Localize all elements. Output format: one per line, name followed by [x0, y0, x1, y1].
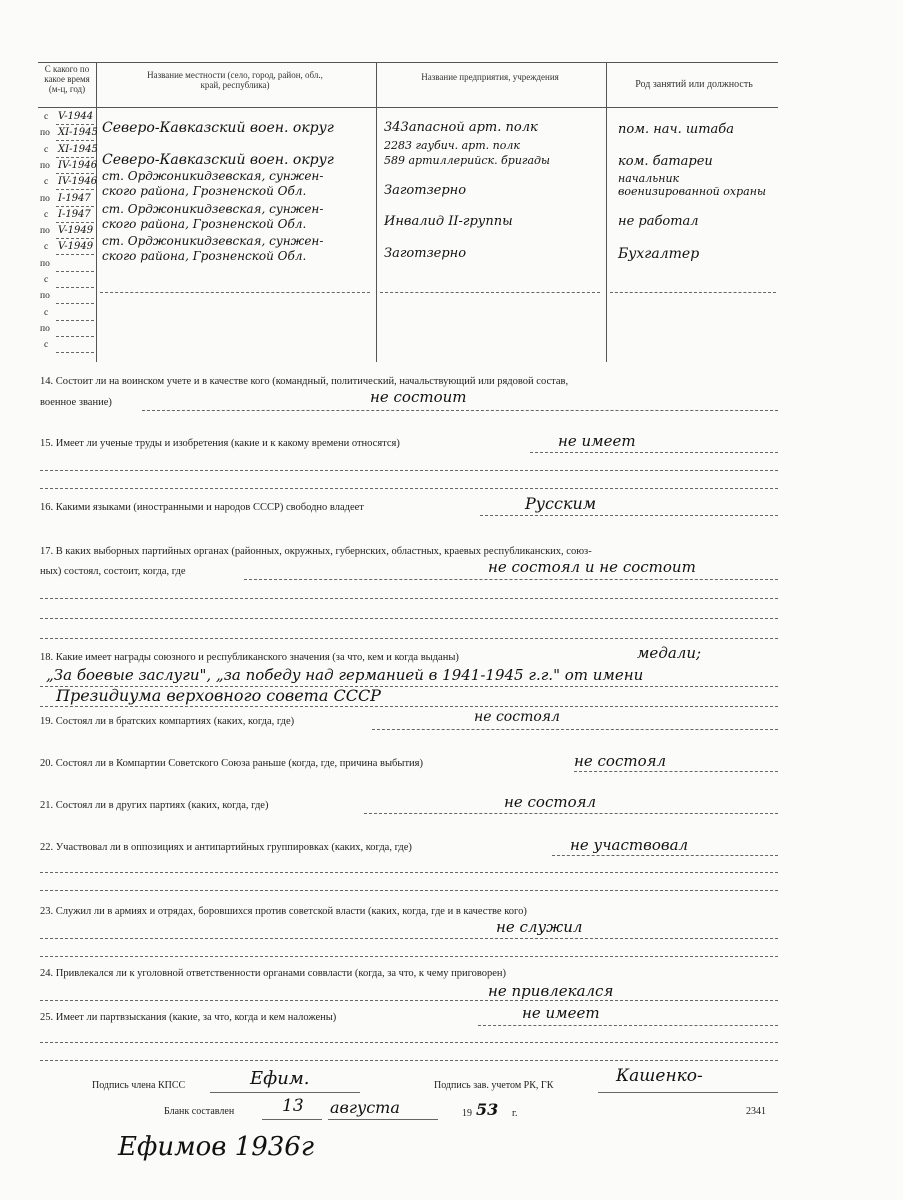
job-entry: начальник военизированной охраны	[618, 172, 766, 198]
q18-text: 18. Какие имеет награды союзного и республиканского значения (за что, кем и когда выданы)	[40, 652, 459, 663]
job-entry: ком. батареи	[618, 154, 713, 169]
q17-text: 17. В каких выборных партийных органах (районных, окружных, губернских, областных, краевых республиканских, союз-	[40, 546, 592, 557]
period-from-date: IV-1946	[58, 176, 98, 188]
place-entry: ст. Орджоникидзевская, сунжен-	[102, 234, 324, 248]
table-col-divider	[96, 62, 97, 362]
q16-text: 16. Какими языками (иностранными и народов СССР) свободно владеет	[40, 502, 364, 513]
table-top-border	[38, 62, 778, 63]
period-from-label: с	[44, 340, 49, 351]
place-entry: ского района, Грозненской Обл.	[102, 249, 307, 263]
period-from-date: V-1949	[58, 241, 94, 253]
bottom-handwritten-note: Ефимов 1936г	[118, 1132, 314, 1162]
place-entry: ст. Орджоникидзевская, сунжен-	[102, 202, 324, 216]
q14-text: 14. Состоит ли на воинском учете и в качестве кого (командный, политический, начальствующий или рядовой состав,	[40, 376, 569, 387]
period-to-label: по	[40, 128, 50, 139]
form-code: 2341	[746, 1106, 766, 1117]
period-from-label: с	[44, 242, 49, 253]
period-to-label: по	[40, 323, 50, 334]
period-to-label: по	[40, 291, 50, 302]
place-entry: ского района, Грозненской Обл.	[102, 217, 307, 231]
header-job: Род занятий или должность	[635, 79, 753, 90]
q25-answer: не имеет	[522, 1004, 600, 1022]
form-year-prefix: 19	[462, 1108, 472, 1119]
q14-text: военное звание)	[40, 397, 112, 408]
period-from-date: I-1947	[58, 208, 91, 220]
q23-text: 23. Служил ли в армиях и отрядах, боровшихся против советской власти (каких, когда, где и в качестве кого)	[40, 906, 527, 917]
q18-answer: медали;	[637, 644, 702, 662]
period-to-date: I-1947	[58, 192, 91, 204]
table-col-divider	[376, 62, 377, 362]
form-month: августа	[330, 1098, 400, 1117]
period-to-label: по	[40, 160, 50, 171]
header-place: Название местности (село, город, район, обл., край, республика)	[147, 70, 323, 90]
period-from-label: с	[44, 307, 49, 318]
job-entry: пом. нач. штаба	[618, 122, 734, 137]
period-to-label: по	[40, 226, 50, 237]
org-entry: Заготзерно	[384, 246, 467, 261]
period-from-date: V-1944	[58, 111, 94, 122]
q17-answer: не состоял и не состоит	[488, 558, 696, 576]
worker-signature: Кашенко-	[616, 1066, 703, 1086]
period-from-label: с	[44, 275, 49, 285]
q16-answer: Русским	[525, 494, 597, 513]
period-from-label: с	[44, 144, 49, 155]
job-entry: не работал	[618, 214, 699, 229]
q20-text: 20. Состоял ли в Компартии Советского Союза раньше (когда, где, причина выбытия)	[40, 758, 423, 769]
period-from-label: с	[44, 209, 49, 220]
q23-answer: не служил	[496, 918, 583, 936]
table-col-divider	[606, 62, 607, 362]
org-entry: Инвалид II-группы	[384, 214, 513, 229]
q20-answer: не состоял	[574, 752, 667, 770]
form-year-suffix: г.	[512, 1108, 518, 1119]
q17-text: ных) состоял, состоит, когда, где	[40, 566, 186, 577]
job-entry: Бухгалтер	[618, 246, 700, 262]
q24-answer: не привлекался	[488, 982, 614, 1000]
q21-answer: не состоял	[504, 793, 597, 811]
period-from-label: с	[44, 177, 49, 188]
q19-text: 19. Состоял ли в братских компартиях (каких, когда, где)	[40, 716, 295, 727]
place-entry: ского района, Грозненской Обл.	[102, 184, 307, 198]
period-from-date: XI-1945	[58, 143, 98, 155]
period-to-label: по	[40, 258, 50, 269]
q21-text: 21. Состоял ли в других партиях (каких, когда, где)	[40, 800, 269, 811]
q22-text: 22. Участвовал ли в оппозициях и антипартийных группировках (каких, когда, где)	[40, 842, 412, 853]
q15-answer: не имеет	[558, 432, 636, 450]
org-entry: 589 артиллерийск. бригады	[384, 154, 550, 167]
q18-answer: Президиума верховного совета СССР	[56, 686, 381, 705]
worker-signature-label: Подпись зав. учетом РК, ГК	[434, 1080, 554, 1091]
table-header-rule	[38, 107, 778, 108]
period-to-date: V-1949	[58, 225, 94, 237]
org-entry: 343апасной арт. полк	[384, 120, 538, 135]
q24-text: 24. Привлекался ли к уголовной ответственности органами соввласти (когда, за что, к чему приговорен)	[40, 968, 507, 979]
header-org: Название предприятия, учреждения	[421, 72, 559, 82]
place-entry: Северо-Кавказский воен. округ	[102, 120, 334, 136]
period-to-date: XI-1945	[58, 127, 98, 139]
place-entry: Северо-Кавказский воен. округ	[102, 152, 334, 168]
q18-answer: „За боевые заслуги", „за победу над германией в 1941-1945 г.г." от имени	[46, 666, 644, 684]
period-to-date: IV-1946	[58, 159, 98, 171]
q25-text: 25. Имеет ли партвзыскания (какие, за что, когда и кем наложены)	[40, 1012, 337, 1023]
form-date-label: Бланк составлен	[164, 1106, 235, 1117]
form-year: 53	[476, 1100, 499, 1119]
period-from-label: с	[44, 112, 49, 122]
period-to-label: по	[40, 193, 50, 204]
place-entry: ст. Орджоникидзевская, сунжен-	[102, 169, 324, 183]
org-entry: Заготзерно	[384, 183, 467, 198]
member-signature: Ефим.	[250, 1068, 310, 1089]
org-entry: 2283 гаубич. арт. полк	[384, 139, 520, 152]
q19-answer: не состоял	[474, 709, 560, 725]
q15-text: 15. Имеет ли ученые труды и изобретения (какие и к какому времени относятся)	[40, 438, 400, 449]
q22-answer: не участвовал	[570, 836, 689, 854]
form-day: 13	[282, 1096, 304, 1116]
q14-answer: не состоит	[370, 388, 467, 406]
header-period: С какого по какое время (м-ц, год)	[44, 64, 90, 94]
member-signature-label: Подпись члена КПСС	[92, 1080, 186, 1091]
